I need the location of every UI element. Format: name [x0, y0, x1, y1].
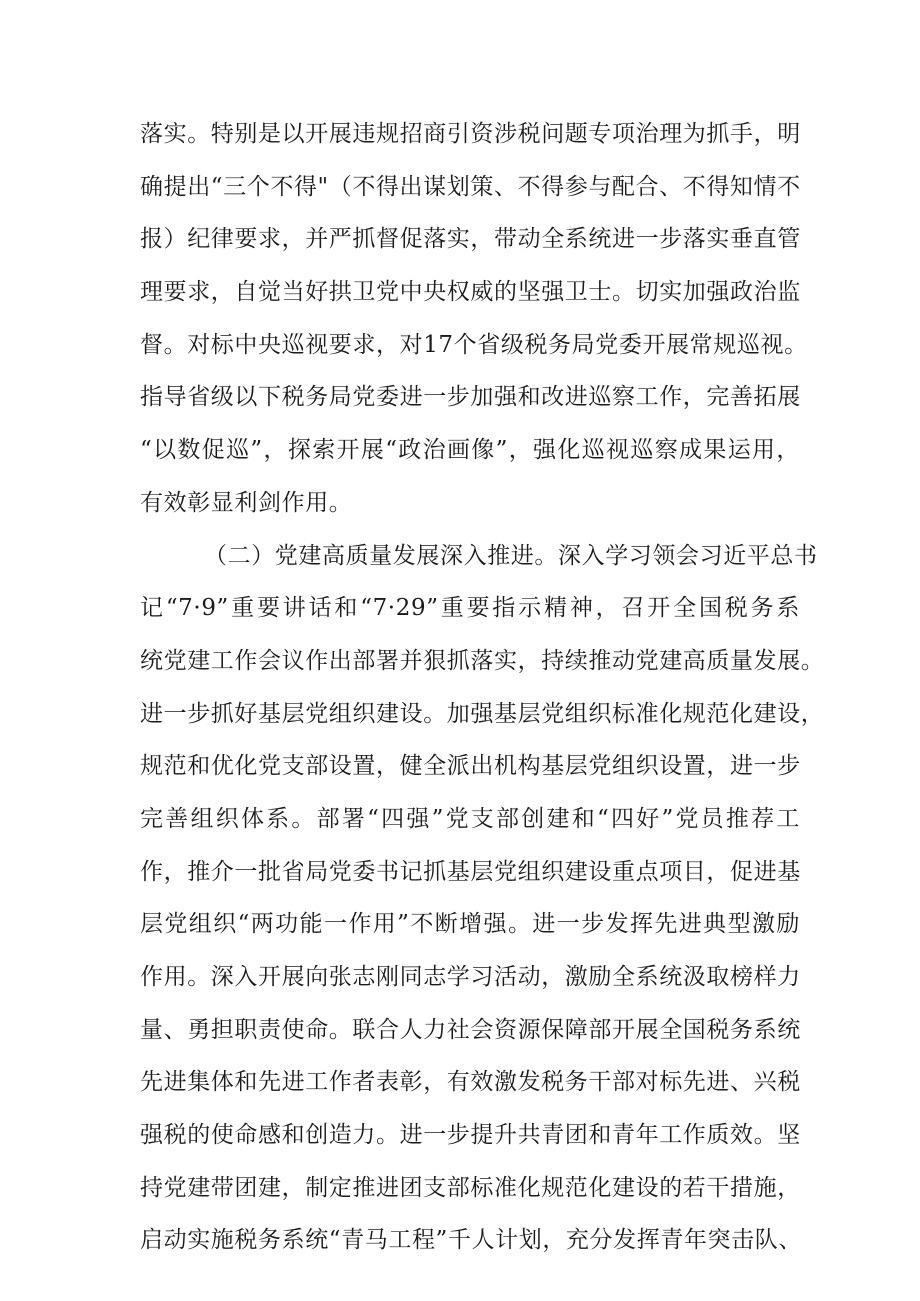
- text-line: 完善组织体系。部署“四强”党支部创建和“四好”党员推荐工: [140, 805, 800, 832]
- text-line: 报）纪律要求，并严抓督促落实，带动全系统进一步落实垂直管: [140, 226, 801, 253]
- text-line: 强税的使命感和创造力。进一步提升共青团和青年工作质效。坚: [140, 1122, 801, 1149]
- text-line: 作用。深入开展向张志刚同志学习活动，激励全系统汲取榜样力: [140, 964, 801, 990]
- text-line: 确提出“三个不得"（不得出谋划策、不得参与配合、不得知情不: [140, 173, 801, 200]
- section-heading-line: （二）党建高质量发展深入推进。深入学习领会习近平总书: [204, 542, 818, 569]
- text-line: 启动实施税务系统“青马工程”千人计划，充分发挥青年突击队、: [140, 1227, 802, 1254]
- body-text: [140, 108, 825, 1267]
- text-line: 落实。特别是以开展违规招商引资涉税问题专项治理为抓手，明: [140, 121, 801, 147]
- text-line: “以数促巡”，探索开展“政治画像”，强化巡视巡察成果运用，: [140, 437, 800, 464]
- paragraph-1: [140, 108, 808, 530]
- text-line: 记“7·9”重要讲话和“7·29”重要指示精神，召开全国税务系: [140, 595, 800, 622]
- text-line: 有效彰显利剑作用。: [140, 489, 353, 516]
- text-line: 督。对标中央巡视要求，对17个省级税务局党委开展常规巡视。: [140, 331, 808, 358]
- text-line: 指导省级以下税务局党委进一步加强和改进巡察工作，完善拓展: [140, 384, 801, 411]
- text-line: 统党建工作会议作出部署并狠抓落实，持续推动党建高质量发展。: [140, 647, 825, 674]
- text-line: 作，推介一批省局党委书记抓基层党组织建设重点项目，促进基: [140, 858, 801, 885]
- text-line: 持党建带团建，制定推进团支部标准化规范化建设的若干措施，: [140, 1174, 801, 1201]
- text-line: 层党组织“两功能一作用”不断增强。进一步发挥先进典型激励: [140, 911, 800, 938]
- text-line: 先进集体和先进工作者表彰，有效激发税务干部对标先进、兴税: [140, 1069, 801, 1096]
- text-line: 量、勇担职责使命。联合人力社会资源保障部开展全国税务系统: [140, 1016, 801, 1043]
- paragraph-2: [140, 530, 825, 1268]
- text-line: 规范和优化党支部设置，健全派出机构基层党组织设置，进一步: [140, 753, 801, 780]
- text-line: 进一步抓好基层党组织建设。加强基层党组织标准化规范化建设，: [140, 700, 825, 727]
- text-line: 理要求，自觉当好拱卫党中央权威的坚强卫士。切实加强政治监: [140, 279, 801, 306]
